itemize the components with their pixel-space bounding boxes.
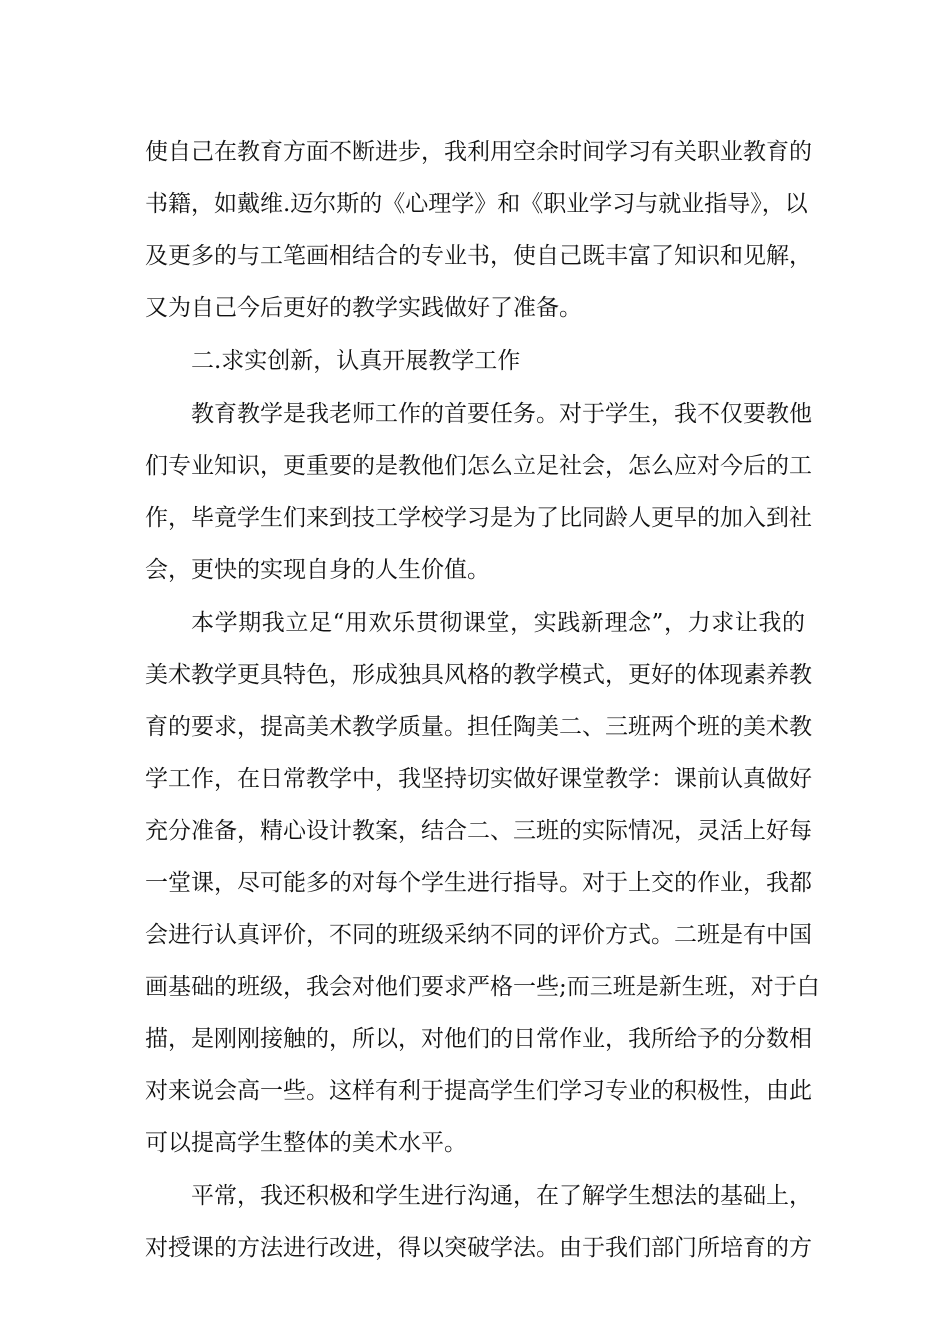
paragraph-teaching-task <box>145 388 812 596</box>
text-line: 会进行认真评价，不同的班级采纳不同的评价方式。二班是有中国 <box>145 922 812 948</box>
paragraph-semester-plan <box>145 597 820 1169</box>
text-line: 又为自己今后更好的教学实践做好了准备。 <box>145 295 582 321</box>
text-line: 美术教学更具特色，形成独具风格的教学模式，更好的体现素养教 <box>145 662 812 688</box>
section-heading-text: 二.求实创新，认真开展教学工作 <box>191 348 521 374</box>
text-line: 书籍，如戴维.迈尔斯的《心理学》和《职业学习与就业指导》，以 <box>145 191 808 217</box>
text-line: 对来说会高一些。这样有利于提高学生们学习专业的积极性，由此 <box>145 1078 812 1104</box>
text-line: 可以提高学生整体的美术水平。 <box>145 1130 467 1156</box>
text-line: 一堂课，尽可能多的对每个学生进行指导。对于上交的作业，我都 <box>145 870 812 896</box>
section-heading <box>145 335 805 387</box>
text-line: 会，更快的实现自身的人生价值。 <box>145 557 490 583</box>
text-line: 使自己在教育方面不断进步，我利用空余时间学习有关职业教育的 <box>145 139 812 165</box>
text-line: 充分准备，精心设计教案，结合二、三班的实际情况，灵活上好每 <box>145 818 812 844</box>
paragraph-communication <box>145 1170 812 1274</box>
text-line: 本学期我立足“用欢乐贯彻课堂，实践新理念”，力求让我的 <box>191 610 805 636</box>
text-line: 平常，我还积极和学生进行沟通，在了解学生想法的基础上， <box>191 1183 812 1209</box>
paragraph-self-study <box>145 126 812 334</box>
text-line: 学工作，在日常教学中，我坚持切实做好课堂教学：课前认真做好 <box>145 766 812 792</box>
text-line: 作，毕竟学生们来到技工学校学习是为了比同龄人更早的加入到社 <box>145 505 812 531</box>
text-line: 画基础的班级，我会对他们要求严格一些;而三班是新生班，对于白 <box>145 974 820 1000</box>
text-line: 及更多的与工笔画相结合的专业书，使自己既丰富了知识和见解， <box>145 243 812 269</box>
text-line: 对授课的方法进行改进，得以突破学法。由于我们部门所培育的方 <box>145 1235 812 1261</box>
text-line: 们专业知识，更重要的是教他们怎么立足社会，怎么应对今后的工 <box>145 453 812 479</box>
text-line: 育的要求，提高美术教学质量。担任陶美二、三班两个班的美术教 <box>145 714 812 740</box>
text-line: 教育教学是我老师工作的首要任务。对于学生，我不仅要教他 <box>191 401 812 427</box>
text-line: 描，是刚刚接触的，所以，对他们的日常作业，我所给予的分数相 <box>145 1026 812 1052</box>
document-page <box>145 126 820 1274</box>
